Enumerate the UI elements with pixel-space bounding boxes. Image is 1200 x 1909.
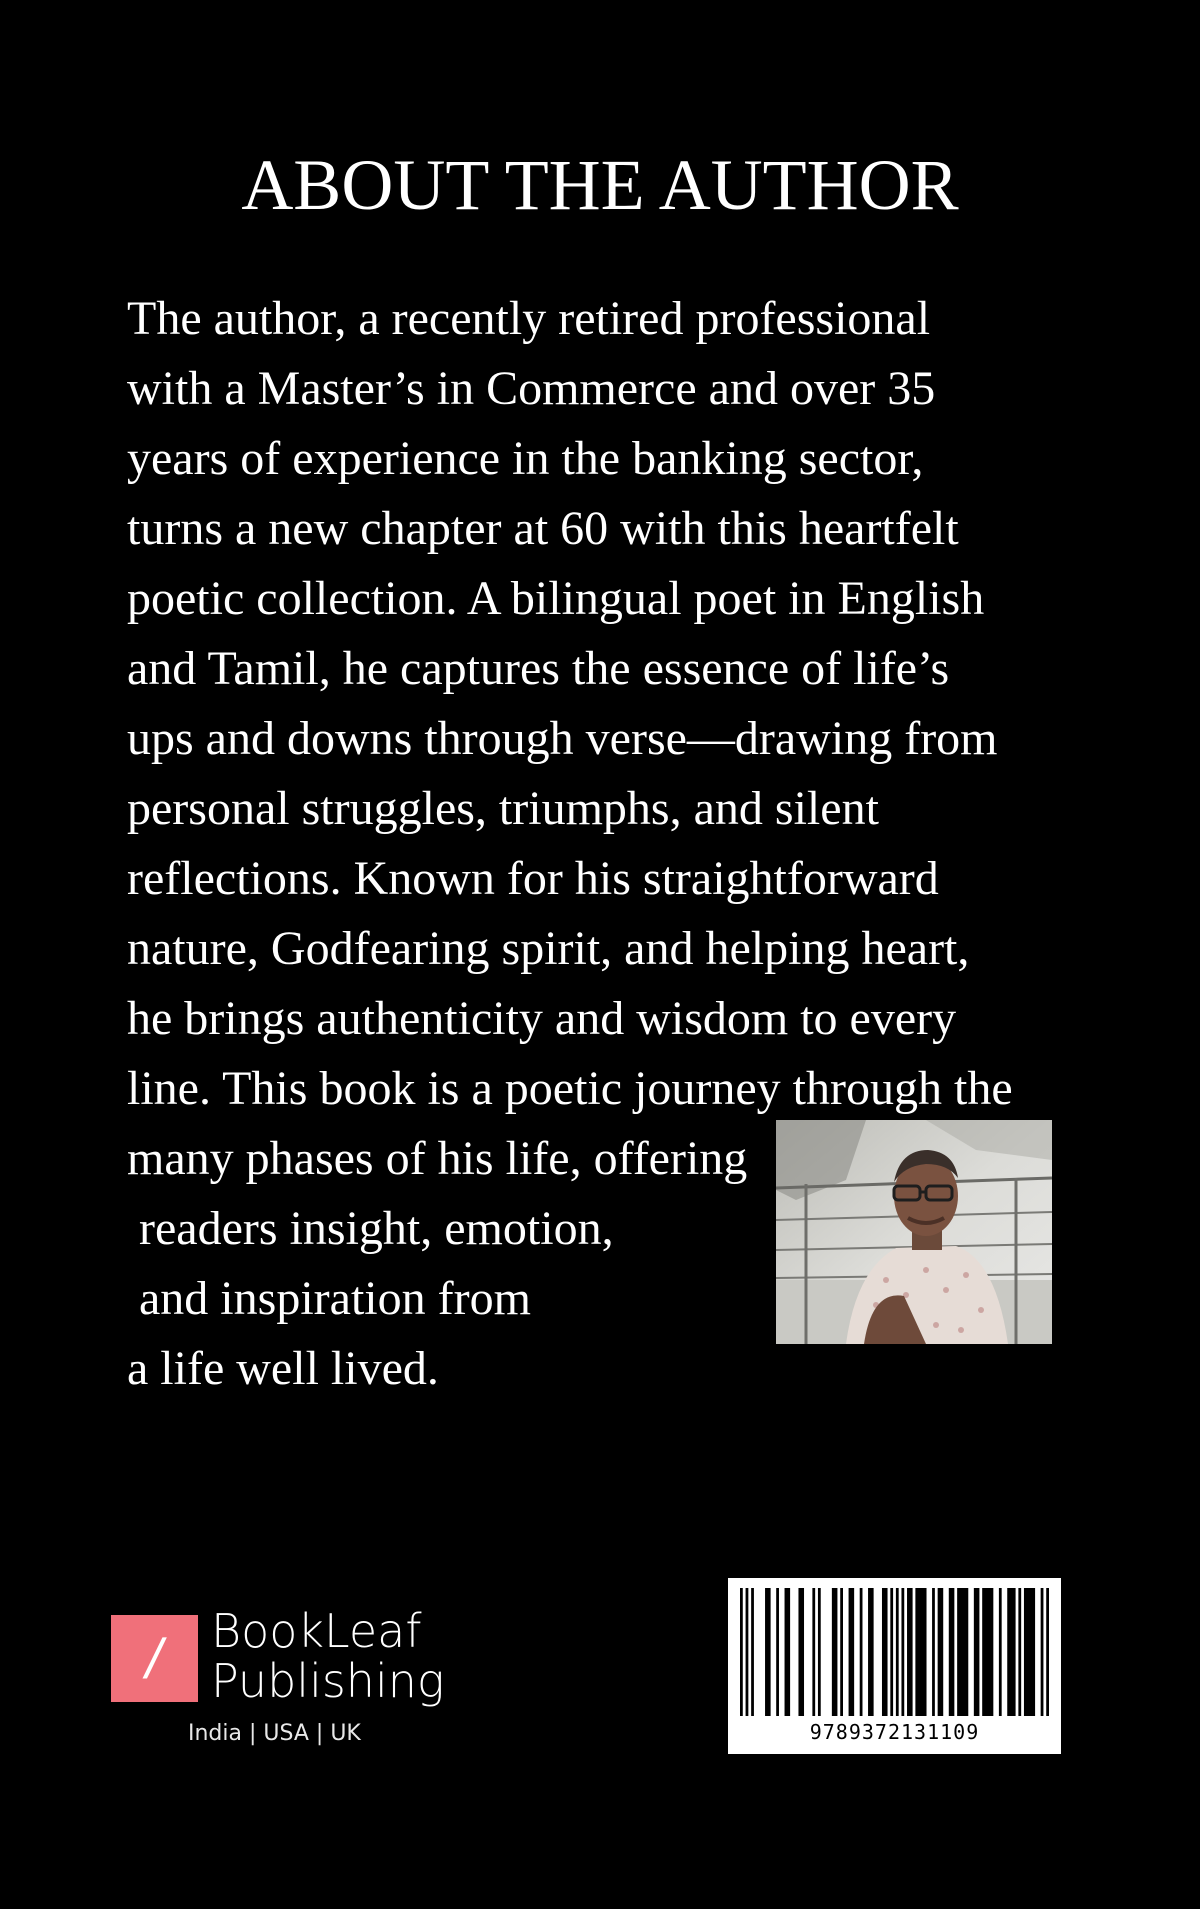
barcode-bar <box>957 1588 968 1716</box>
barcode-bar <box>907 1588 913 1716</box>
publisher-name: BookLeaf <box>211 1604 422 1658</box>
bio-line: ups and downs through verse—drawing from <box>127 712 998 765</box>
barcode-bar <box>860 1588 863 1716</box>
barcode-bar <box>999 1588 1002 1716</box>
barcode-bar <box>915 1588 926 1716</box>
barcode-bar <box>840 1588 843 1716</box>
bio-line: many phases of his life, offering <box>127 1132 748 1185</box>
bio-line: poetic collection. A bilingual poet in English <box>127 572 985 625</box>
barcode-bar <box>901 1588 904 1716</box>
bio-line: line. This book is a poetic journey through the <box>127 1062 1013 1115</box>
bio-line: and Tamil, he captures the essence of life’s <box>127 642 950 695</box>
bio-line: readers insight, emotion, <box>127 1202 614 1255</box>
publisher-logo <box>111 1604 471 1757</box>
barcode-bar <box>740 1588 743 1716</box>
barcode-bar <box>1024 1588 1035 1716</box>
publisher-mark-glyph: / <box>140 1627 169 1690</box>
barcode-bar <box>812 1588 815 1716</box>
barcode-bar <box>832 1588 838 1716</box>
isbn-barcode <box>728 1578 1061 1754</box>
barcode-bar <box>765 1588 771 1716</box>
author-photo <box>776 1120 1052 1344</box>
bio-line: nature, Godfearing spirit, and helping heart, <box>127 922 970 975</box>
publisher-regions: India | USA | UK <box>188 1721 361 1746</box>
barcode-icon <box>740 1588 1049 1716</box>
barcode-bar <box>751 1588 754 1716</box>
barcode-bar <box>932 1588 935 1716</box>
barcode-bar <box>982 1588 993 1716</box>
barcode-bar <box>949 1588 955 1716</box>
barcode-bar <box>1018 1588 1021 1716</box>
bio-line: years of experience in the banking sector, <box>127 432 924 485</box>
barcode-bar <box>1007 1588 1015 1716</box>
barcode-bar <box>890 1588 893 1716</box>
barcode-bar <box>882 1588 888 1716</box>
bio-line: reflections. Known for his straightforward <box>127 852 939 905</box>
barcode-bar <box>746 1588 749 1716</box>
publisher-name: Publishing <box>211 1654 445 1708</box>
barcode-bar <box>776 1588 779 1716</box>
bio-line: personal struggles, triumphs, and silent <box>127 782 879 835</box>
publisher-mark-icon <box>111 1615 198 1702</box>
barcode-bar <box>868 1588 874 1716</box>
author-photo-icon <box>776 1120 1052 1344</box>
barcode-bar <box>1046 1588 1049 1716</box>
page-title: ABOUT THE AUTHOR <box>241 145 959 225</box>
bio-line: with a Master’s in Commerce and over 35 <box>127 362 936 415</box>
bio-line: turns a new chapter at 60 with this heartfelt <box>127 502 959 555</box>
barcode-bar <box>798 1588 804 1716</box>
bio-line: a life well lived. <box>127 1342 439 1395</box>
barcode-bar <box>974 1588 980 1716</box>
bio-line: he brings authenticity and wisdom to every <box>127 992 957 1045</box>
barcode-bar <box>849 1588 855 1716</box>
barcode-bar <box>938 1588 944 1716</box>
bio-line: and inspiration from <box>127 1272 531 1325</box>
bio-line: The author, a recently retired professional <box>127 292 931 345</box>
barcode-bar <box>896 1588 899 1716</box>
barcode-bar <box>785 1588 791 1716</box>
isbn-number: 9789372131109 <box>809 1720 980 1744</box>
barcode-bar <box>1041 1588 1044 1716</box>
barcode-bar <box>818 1588 821 1716</box>
